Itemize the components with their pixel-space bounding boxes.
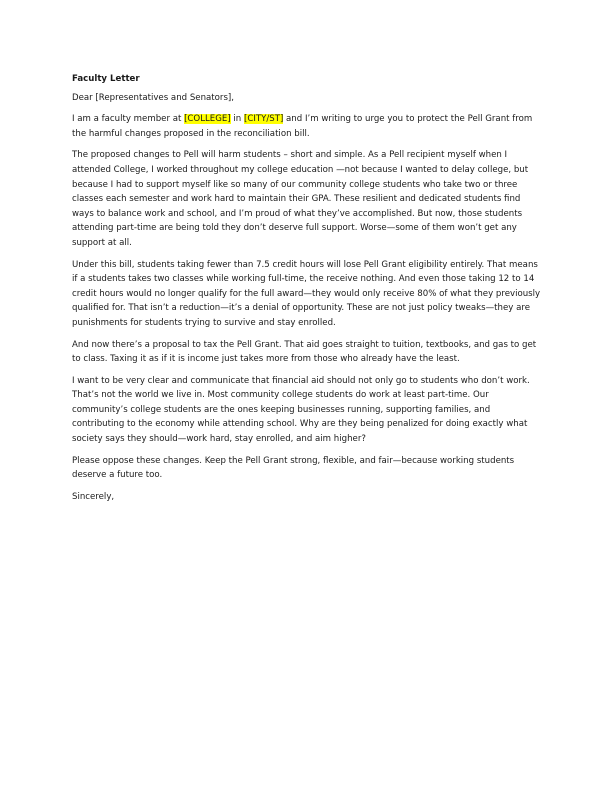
salutation: Dear [Representatives and Senators], [72,92,235,103]
body-paragraph-working-students: I want to be very clear and communicate that financial aid should not only go to students who don’t work. That’s not the world we live in. Most community college students do work at least part-time. Our community’s college students are the ones keeping businesses running, supporting families, and contributing to the economy while attending school. Why are they being penalized for doing exactly what society says they should—work hard, stay enrolled, and aim higher? [72,375,530,445]
letter-heading: Faculty Letter [72,74,140,84]
letter-page [72,72,542,511]
intro-text-3: and I’m writing to urge you to protect the Pell Grant from the harmful changes proposed in the reconciliation bill. [72,114,533,139]
body-paragraph-tax: And now there’s a proposal to tax the Pell Grant. That aid goes straight to tuition, textbooks, and gas to get to class. Taxing it as if it is income just takes more from those who already have the least. [72,339,537,365]
intro-text-2: in [230,114,244,125]
body-paragraph-credit-hours: Under this bill, students taking fewer than 7.5 credit hours will lose Pell Grant eligibility entirely. That means if a students takes two classes while working full-time, the receive nothing. And even those taking 12 to 14 credit hours would no longer qualify for the full award—they would only receive 80% of what they previously qualified for. That isn’t a reduction—it’s a denial of opportunity. These are not just policy tweaks—they are punishments for students trying to survive and stay enrolled. [72,259,541,328]
body-paragraph-pell-changes: The proposed changes to Pell will harm students – short and simple. As a Pell recipient myself when I attended College, I worked throughout my college education —not because I wanted to delay college, but because I had to support myself like so many of our community college students who take two or three classes each semester and work hard to maintain their GPA. These resilient and dedicated students find ways to balance work and school, and I’m proud of what they’ve accomplished. But now, those students attending part-time are being told they don’t deserve full support. Worse—some of them won’t get any support at all. [72,150,529,248]
intro-paragraph [72,112,542,141]
closing: Sincerely, [72,491,115,502]
intro-text-1: I am a faculty member at [72,114,185,125]
city-placeholder: [CITY/ST] [243,114,284,125]
college-placeholder: [COLLEGE] [184,114,231,125]
body-paragraph-request: Please oppose these changes. Keep the Pell Grant strong, flexible, and fair—because working students deserve a future too. [72,455,515,481]
